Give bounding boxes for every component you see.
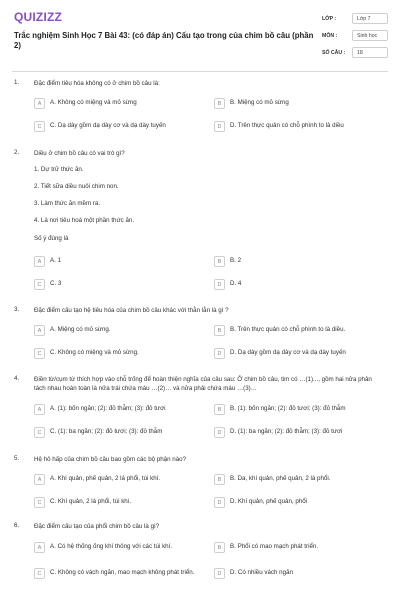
statement: 4. Là nơi tiêu hoá một phần thức ăn. xyxy=(34,217,135,224)
option-letter-box: C xyxy=(34,279,45,290)
meta-label: LỚP : xyxy=(322,15,337,22)
question-number: 4. xyxy=(14,375,20,382)
option-d[interactable] xyxy=(214,425,380,439)
option-letter-box: A xyxy=(34,98,45,109)
option-letter-box: B xyxy=(214,325,225,336)
option-a[interactable] xyxy=(34,472,200,486)
option-letter-box: C xyxy=(34,568,45,579)
option-letter-box: B xyxy=(214,256,225,267)
option-text: C. 3 xyxy=(50,280,62,287)
option-letter-box: B xyxy=(214,98,225,109)
statement: 2. Tiết sữa diều nuôi chim non. xyxy=(34,183,119,190)
option-text: B. Da, khí quản, phế quản, 2 lá phổi. xyxy=(230,475,331,482)
meta-row-class xyxy=(322,13,388,24)
statement: Số ý đúng là xyxy=(34,235,69,242)
question-number: 6. xyxy=(14,522,20,529)
meta-value: Sinh học xyxy=(352,30,388,41)
option-text: D. Trên thực quản có chỗ phình to là diều xyxy=(230,122,344,129)
option-text: D. (1): ba ngăn; (2): đỏ thẫm; (3): đỏ tươi xyxy=(230,428,343,435)
option-c[interactable] xyxy=(34,425,200,439)
option-letter-box: B xyxy=(214,404,225,415)
option-d[interactable] xyxy=(214,119,380,133)
worksheet-title: Trắc nghiệm Sinh Học 7 Bài 43: (có đáp án) Cấu tạo trong của chim bồ câu (phần 2) xyxy=(14,31,314,50)
option-text: C. Khí quản, 2 lá phổi, túi khí. xyxy=(50,498,132,505)
question-text: Đặc điểm cấu tạo hệ tiêu hóa của chim bồ câu khác với thằn lằn là gì ? xyxy=(34,307,229,314)
question-number: 3. xyxy=(14,306,20,313)
option-text: A. (1): bốn ngăn; (2): đỏ thẫm; (3): đỏ tươi xyxy=(50,405,166,412)
option-a[interactable] xyxy=(34,254,200,268)
option-letter-box: A xyxy=(34,404,45,415)
option-letter-box: A xyxy=(34,256,45,267)
option-text: C. Không có vách ngăn, mao mạch không phát triển. xyxy=(50,569,195,576)
question-text: Đặc điểm cấu tạo của phổi chim bồ câu là gì? xyxy=(34,523,160,530)
option-letter-box: D xyxy=(214,121,225,132)
option-text: A. 1 xyxy=(50,257,62,264)
option-letter-box: A xyxy=(34,474,45,485)
question-number: 2. xyxy=(14,149,20,156)
option-c[interactable] xyxy=(34,119,200,133)
option-letter-box: D xyxy=(214,568,225,579)
option-b[interactable] xyxy=(214,254,380,268)
option-letter-box: B xyxy=(214,474,225,485)
option-text: C. Không có miệng và mỏ sừng. xyxy=(50,349,139,356)
option-text: B. Phổi có mao mạch phát triển. xyxy=(230,543,319,550)
option-d[interactable] xyxy=(214,346,380,360)
option-c[interactable] xyxy=(34,277,200,291)
option-text: C. Dạ dày gồm dạ dày cơ và dạ dày tuyến xyxy=(50,122,166,129)
option-text: B. Trên thực quản có chỗ phình to là diều. xyxy=(230,326,346,333)
option-text: B. (1): bốn ngăn; (2): đỏ tươi; (3): đỏ thẫm xyxy=(230,405,346,412)
option-text: A. Miệng có mỏ sừng. xyxy=(50,326,111,333)
option-text: C. (1): ba ngăn; (2): đỏ tươi; (3): đỏ thẫm xyxy=(50,428,163,435)
meta-value: 18 xyxy=(352,47,388,58)
option-letter-box: C xyxy=(34,427,45,438)
option-letter-box: D xyxy=(214,348,225,359)
option-letter-box: A xyxy=(34,325,45,336)
option-b[interactable] xyxy=(214,472,380,486)
meta-row-subject xyxy=(322,30,388,41)
option-text: B. 2 xyxy=(230,257,242,264)
option-letter-box: B xyxy=(214,542,225,553)
option-letter-box: C xyxy=(34,497,45,508)
meta-value: Lớp 7 xyxy=(352,13,388,24)
question-number: 5. xyxy=(14,455,20,462)
option-letter-box: D xyxy=(214,427,225,438)
option-c[interactable] xyxy=(34,346,200,360)
meta-label: SỐ CÂU : xyxy=(322,49,346,56)
statement: 1. Dự trữ thức ăn. xyxy=(34,166,84,173)
option-d[interactable] xyxy=(214,495,380,509)
option-letter-box: D xyxy=(214,279,225,290)
meta-row-count xyxy=(322,47,388,58)
question-text: Hệ hô hấp của chim bồ câu bao gồm các bộ phận nào? xyxy=(34,456,187,463)
quizizz-logo: QUIZIZZ xyxy=(14,10,63,24)
meta-box xyxy=(322,13,388,64)
option-c[interactable] xyxy=(34,566,200,580)
meta-label: MÔN : xyxy=(322,32,338,39)
option-b[interactable] xyxy=(214,96,380,110)
question-text: Diều ở chim bồ câu có vai trò gì? xyxy=(34,150,125,157)
question-text: Điền từ/cụm từ thích hợp vào chỗ trống để hoàn thiện nghĩa của câu sau: Ở chim bồ câu, tim có …(1)..., gồm hai nửa phân tách nhau hoàn toàn là nửa trái chứa máu …(2)… và nửa phải chứa máu …(3)… xyxy=(34,376,372,392)
option-a[interactable] xyxy=(34,402,200,416)
option-letter-box: A xyxy=(34,542,45,553)
option-text: D. Dạ dày gồm dạ dày cơ và dạ dày tuyến xyxy=(230,349,346,356)
option-text: A. Khí quản, phế quản, 2 lá phổi, túi khí. xyxy=(50,475,161,482)
option-text: D. Có nhiều vách ngăn xyxy=(230,569,293,576)
option-text: A. Không có miệng và mỏ sừng xyxy=(50,99,137,106)
option-letter-box: D xyxy=(214,497,225,508)
header-divider xyxy=(12,71,388,72)
option-b[interactable] xyxy=(214,402,380,416)
option-text: D. 4 xyxy=(230,280,242,287)
option-text: A. Có hệ thống ống khí thông với các túi khí. xyxy=(50,543,173,550)
option-text: B. Miệng có mỏ sừng xyxy=(230,99,289,106)
option-b[interactable] xyxy=(214,540,380,554)
option-a[interactable] xyxy=(34,323,200,337)
option-c[interactable] xyxy=(34,495,200,509)
option-d[interactable] xyxy=(214,566,380,580)
option-d[interactable] xyxy=(214,277,380,291)
option-text: D. Khí quản, phế quản, phổi xyxy=(230,498,308,505)
option-letter-box: C xyxy=(34,348,45,359)
option-letter-box: C xyxy=(34,121,45,132)
option-a[interactable] xyxy=(34,96,200,110)
question-number: 1. xyxy=(14,79,20,86)
option-b[interactable] xyxy=(214,323,380,337)
question-text: Đặc điểm tiêu hóa không có ở chim bồ câu là: xyxy=(34,80,160,87)
statement: 3. Làm thức ăn mềm ra. xyxy=(34,200,101,207)
option-a[interactable] xyxy=(34,540,200,554)
